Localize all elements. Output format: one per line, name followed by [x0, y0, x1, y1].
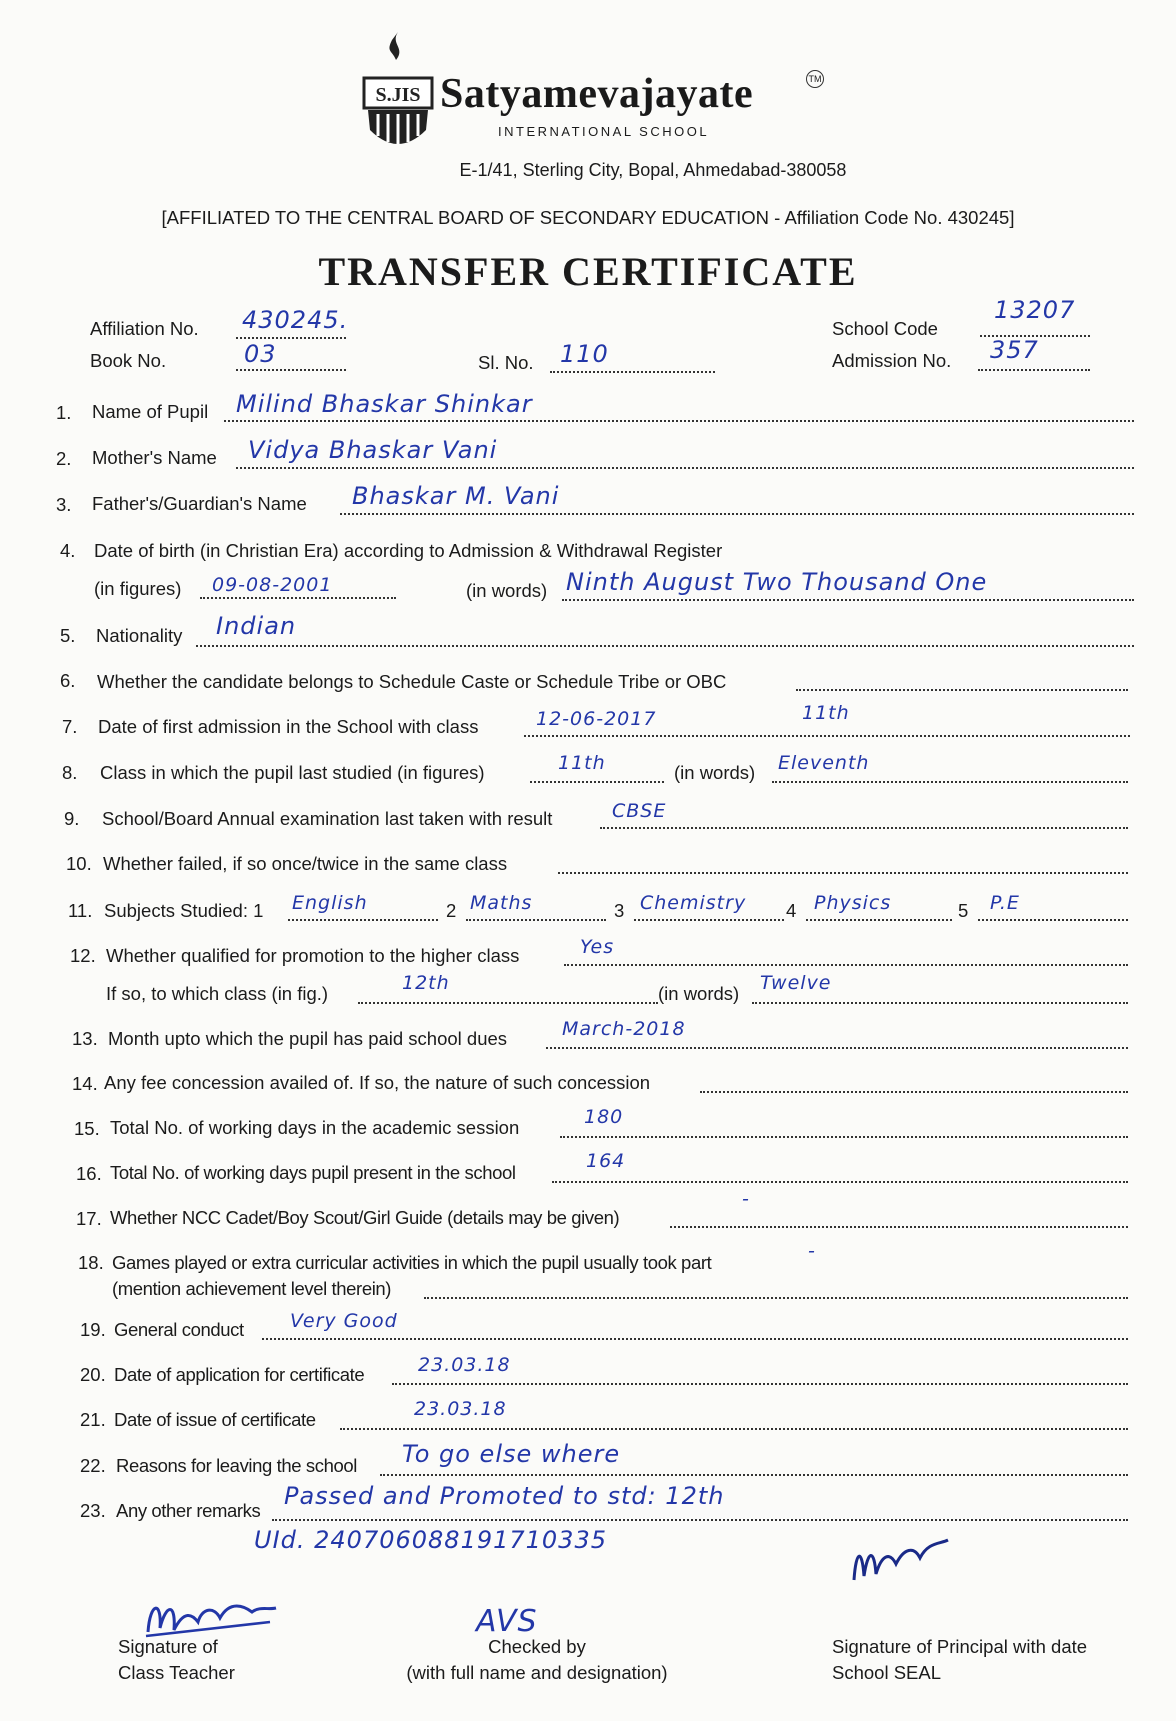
remarks-line — [272, 1519, 1128, 1521]
subject-3-number: 3 — [614, 900, 625, 921]
first-admission-class-value: 11th — [802, 702, 850, 724]
item-number: 8. — [62, 762, 78, 783]
mother-name-value: Vidya Bhaskar Vani — [248, 436, 498, 464]
application-date-value: 23.03.18 — [418, 1354, 511, 1376]
subject-5-value: P.E — [990, 892, 1020, 914]
exam-result-value: CBSE — [612, 800, 667, 822]
last-class-label: Class in which the pupil last studied (in figures) — [100, 762, 485, 783]
affiliation-line: [AFFILIATED TO THE CENTRAL BOARD OF SECONDARY EDUCATION - Affiliation Code No. 430245] — [161, 207, 1015, 228]
dob-figures-line — [200, 597, 396, 599]
conduct-value: Very Good — [290, 1310, 398, 1332]
admission-no-label: Admission No. — [832, 350, 952, 371]
mother-name-label: Mother's Name — [92, 447, 217, 468]
issue-date-line — [340, 1428, 1128, 1430]
pupil-name-label: Name of Pupil — [92, 401, 209, 422]
promotion-words-value: Twelve — [760, 972, 832, 994]
exam-result-line — [600, 827, 1128, 829]
subject-5-number: 5 — [958, 900, 969, 921]
days-present-label: Total No. of working days pupil present in the school — [110, 1162, 516, 1183]
school-logo-icon — [362, 30, 434, 158]
dob-words-value: Ninth August Two Thousand One — [566, 568, 988, 596]
item-number: 10. — [66, 853, 92, 874]
school-address: E-1/41, Sterling City, Bopal, Ahmedabad-380058 — [459, 160, 847, 180]
fee-concession-line — [700, 1091, 1128, 1093]
item-number: 17. — [76, 1208, 102, 1229]
certificate-title: TRANSFER CERTIFICATE — [318, 249, 858, 294]
subject-2-number: 2 — [446, 900, 457, 921]
trademark-mark: TM — [806, 70, 824, 88]
item-number: 5. — [60, 625, 76, 646]
issue-date-value: 23.03.18 — [414, 1398, 507, 1420]
conduct-label: General conduct — [114, 1319, 244, 1340]
item-number: 19. — [80, 1319, 106, 1340]
logo-text: S.JIS — [375, 84, 421, 106]
subject-4-number: 4 — [786, 900, 797, 921]
nationality-value: Indian — [216, 612, 297, 640]
days-present-line — [552, 1181, 1128, 1183]
subject-3-value: Chemistry — [640, 892, 747, 914]
book-no-label: Book No. — [90, 350, 167, 371]
remarks-value: Passed and Promoted to std: 12th — [284, 1482, 725, 1510]
sl-no-label: Sl. No. — [478, 352, 534, 373]
nationality-line — [196, 645, 1134, 647]
subject-1-value: English — [292, 892, 368, 914]
activities-value: - — [808, 1240, 816, 1262]
admission-no-value: 357 — [990, 336, 1039, 364]
school-code-value: 13207 — [994, 296, 1076, 324]
principal-line1: Signature of Principal with date — [832, 1636, 1088, 1657]
class-teacher-line1: Signature of — [118, 1636, 218, 1657]
last-class-figures-line — [530, 781, 664, 783]
book-no-line — [236, 369, 346, 371]
promotion-line — [564, 964, 1128, 966]
pupil-name-value: Milind Bhaskar Shinkar — [236, 390, 533, 418]
item-number: 3. — [56, 494, 72, 515]
dob-figures-value: 09-08-2001 — [212, 574, 333, 596]
checked-by-line2: (with full name and designation) — [406, 1662, 668, 1683]
caste-label: Whether the candidate belongs to Schedule Caste or Schedule Tribe or OBC — [97, 671, 727, 692]
activities-sub-label: (mention achievement level therein) — [112, 1278, 392, 1299]
item-number: 1. — [56, 402, 72, 423]
item-number: 12. — [70, 945, 96, 966]
subject-1-line — [288, 919, 438, 921]
activities-label: Games played or extra curricular activities in which the pupil usually took part — [112, 1252, 712, 1273]
conduct-line — [262, 1338, 1128, 1340]
remarks-label: Any other remarks — [116, 1500, 261, 1521]
fee-concession-label: Any fee concession availed of. If so, the nature of such concession — [104, 1072, 651, 1093]
item-number: 16. — [76, 1163, 102, 1184]
promotion-class-label: If so, to which class (in fig.) — [106, 983, 329, 1004]
class-teacher-line2: Class Teacher — [118, 1662, 235, 1683]
father-name-value: Bhaskar M. Vani — [352, 482, 560, 510]
failed-label: Whether failed, if so once/twice in the same class — [103, 853, 508, 874]
subject-2-value: Maths — [470, 892, 533, 914]
promotion-label: Whether qualified for promotion to the higher class — [106, 945, 520, 966]
item-number: 4. — [60, 540, 76, 561]
promotion-class-line — [358, 1002, 658, 1004]
book-no-value: 03 — [244, 340, 277, 368]
checked-by-initials: AVS — [476, 1604, 538, 1639]
pupil-name-line — [224, 420, 1134, 422]
principal-line2: School SEAL — [832, 1662, 942, 1683]
school-code-label: School Code — [832, 318, 938, 339]
issue-date-label: Date of issue of certificate — [114, 1409, 316, 1430]
activities-line — [424, 1297, 1128, 1299]
item-number: 2. — [56, 448, 72, 469]
promotion-words-label: (in words) — [658, 983, 740, 1004]
affiliation-no-value: 430245. — [242, 306, 349, 334]
item-number: 6. — [60, 670, 76, 691]
subjects-label: Subjects Studied: 1 — [104, 900, 264, 921]
exam-result-label: School/Board Annual examination last taken with result — [102, 808, 553, 829]
school-name: Satyamevajayate — [440, 71, 754, 117]
working-days-value: 180 — [584, 1106, 624, 1128]
leaving-reason-line — [380, 1474, 1128, 1476]
subject-5-line — [978, 919, 1128, 921]
item-number: 7. — [62, 716, 78, 737]
school-subtitle: INTERNATIONAL SCHOOL — [498, 124, 710, 139]
item-number: 11. — [68, 900, 93, 921]
working-days-label: Total No. of working days in the academic session — [110, 1117, 520, 1138]
dues-line — [546, 1047, 1128, 1049]
principal-signature-block — [832, 1634, 1087, 1686]
application-date-label: Date of application for certificate — [114, 1364, 365, 1385]
leaving-reason-value: To go else where — [402, 1440, 621, 1468]
item-number: 21. — [80, 1409, 106, 1430]
item-number: 14. — [72, 1073, 98, 1094]
item-number: 23. — [80, 1500, 106, 1521]
sl-no-value: 110 — [560, 340, 609, 368]
last-class-words-label: (in words) — [674, 762, 756, 783]
ncc-line — [670, 1226, 1128, 1228]
last-class-words-value: Eleventh — [778, 752, 870, 774]
ncc-label: Whether NCC Cadet/Boy Scout/Girl Guide (details may be given) — [110, 1207, 620, 1228]
promotion-words-line — [752, 1002, 1128, 1004]
last-class-figures-value: 11th — [558, 752, 606, 774]
uid-value: UId. 240706088191710335 — [254, 1526, 607, 1554]
first-admission-line — [524, 735, 1130, 737]
working-days-line — [560, 1136, 1128, 1138]
subject-3-line — [634, 919, 784, 921]
last-class-words-line — [772, 781, 1128, 783]
item-number: 18. — [78, 1252, 104, 1273]
mother-name-line — [236, 467, 1134, 469]
affiliation-no-line — [236, 337, 346, 339]
failed-line — [558, 872, 1128, 874]
caste-line — [796, 689, 1128, 691]
affiliation-no-label: Affiliation No. — [90, 318, 199, 339]
item-number: 15. — [74, 1118, 100, 1139]
father-name-label: Father's/Guardian's Name — [92, 493, 307, 514]
checked-by-block — [402, 1634, 672, 1686]
class-teacher-signature-block — [118, 1634, 235, 1686]
days-present-value: 164 — [586, 1150, 626, 1172]
promotion-class-value: 12th — [402, 972, 450, 994]
first-admission-date-value: 12-06-2017 — [536, 708, 657, 730]
item-number: 20. — [80, 1364, 106, 1385]
application-date-line — [392, 1383, 1128, 1385]
subject-4-value: Physics — [814, 892, 892, 914]
nationality-label: Nationality — [96, 625, 183, 646]
ncc-value: - — [742, 1188, 750, 1210]
item-number: 22. — [80, 1455, 106, 1476]
principal-signature — [848, 1530, 958, 1590]
first-admission-label: Date of first admission in the School with class — [98, 716, 479, 737]
subject-4-line — [806, 919, 952, 921]
subject-2-line — [466, 919, 606, 921]
leaving-reason-label: Reasons for leaving the school — [116, 1455, 357, 1476]
father-name-line — [340, 513, 1134, 515]
checked-by-line1: Checked by — [488, 1636, 586, 1657]
dob-words-line — [562, 599, 1134, 601]
sl-no-line — [550, 371, 715, 373]
dob-words-label: (in words) — [466, 580, 548, 601]
dob-label: Date of birth (in Christian Era) according to Admission & Withdrawal Register — [94, 540, 723, 561]
item-number: 13. — [72, 1028, 98, 1049]
item-number: 9. — [64, 808, 80, 829]
dues-label: Month upto which the pupil has paid school dues — [108, 1028, 508, 1049]
dues-value: March-2018 — [562, 1018, 686, 1040]
dob-figures-label: (in figures) — [94, 578, 182, 599]
promotion-value: Yes — [580, 936, 615, 958]
admission-no-line — [978, 369, 1090, 371]
